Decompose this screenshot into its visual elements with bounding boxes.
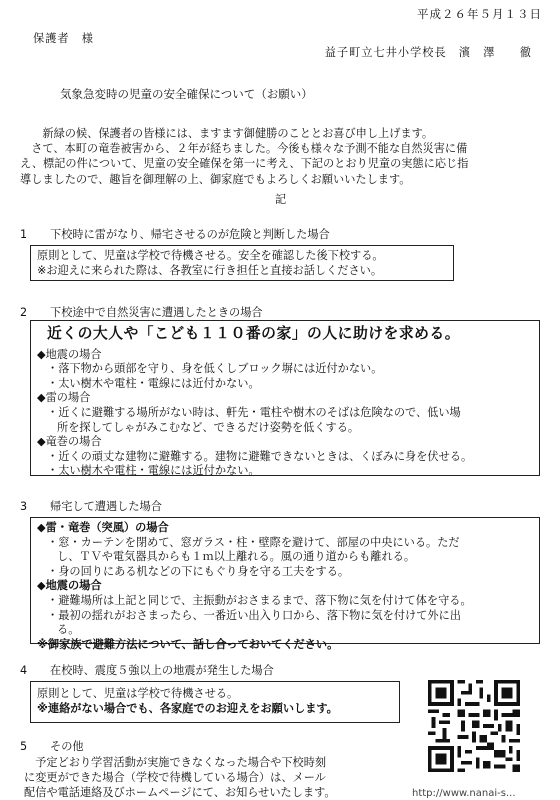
box-line: ・近くの頑丈な建物に避難する。建物に避難できないときは、くぼみに身を伏せる。	[47, 449, 473, 463]
section-title: その他	[50, 740, 84, 753]
body-line: 予定どおり学習活動が実施できなくなった場合や下校時刻	[35, 756, 327, 769]
box-line: ・避難場所は上記と同じで、主振動がおさまるまで、落下物に気を付けて体を守る。	[47, 593, 472, 607]
body-line: 配信や電話連絡及びホームページにて、お知らせいたします。	[24, 786, 336, 799]
intro-line: さて、本町の竜巻被害から、２年が経ちました。今後も様々な予測不能な自然災害に備	[31, 142, 468, 156]
section-number: 2	[20, 306, 28, 319]
section-3-box	[30, 517, 540, 651]
box-line: ◆竜巻の場合	[37, 435, 102, 449]
box-line: ・近くに避難する場所がない時は、軒先・電柱や樹木のそばは危険なので、低い場	[47, 405, 461, 419]
intro-line: え、標記の件について、児童の安全確保を第一に考え、下記のとおり児童の実態に応じ指	[20, 157, 469, 171]
section-1-heading	[20, 226, 330, 242]
section-2-heading	[20, 304, 263, 320]
section-3-heading	[20, 498, 162, 514]
section-number: 1	[20, 228, 28, 241]
section-2-lead: 近くの大人や「こども１１０番の家」の人に助けを求める。	[47, 325, 461, 342]
box-line: ◆雷・竜巻（突風）の場合	[37, 521, 169, 534]
section-4-heading	[20, 662, 274, 678]
box-line: 原則として、児童は学校で待機させる。安全を確認した後下校する。	[37, 249, 384, 262]
box-line: ・太い樹木や電柱・電線には近付かない。	[47, 376, 260, 390]
document-title: 気象急変時の児童の安全確保について（お願い）	[60, 87, 313, 101]
box-line: ※お迎えに来られた際は、各教室に行き担任と直接お話しください。	[37, 263, 383, 277]
box-line: ※御家族で避難方法について、話し合っておいてください。	[37, 637, 339, 651]
footer-url[interactable]: http://www.nanai-s...	[412, 788, 516, 799]
section-title: 在校時、震度５強以上の地震が発生した場合	[50, 664, 274, 677]
recipient: 保護者 様	[33, 32, 94, 45]
qr-code-icon[interactable]	[428, 680, 520, 772]
box-line: ・太い樹木や電柱・電線には近付かない。	[47, 464, 260, 478]
box-line: ◆地震の場合	[37, 347, 102, 361]
intro-paragraph	[20, 126, 552, 187]
box-line: ・身の回りにある机などの下にもぐり身を守る工夫をする。	[47, 564, 350, 578]
sender: 益子町立七井小学校長 濱 澤 徹	[324, 46, 532, 59]
box-line: ・落下物から頭部を守り、身を低くしブロック塀には近付かない。	[47, 362, 383, 376]
section-2-box	[30, 320, 540, 476]
box-line: る。	[57, 623, 80, 637]
box-line: ・窓・カーテンを閉めて、窓ガラス・柱・壁際を避けて、部屋の中央にいる。ただ	[47, 535, 460, 549]
section-1-box	[30, 245, 454, 281]
box-line: 所を探してしゃがみこむなど、できるだけ姿勢を低くする。	[57, 420, 360, 434]
ki-heading: 記	[275, 193, 287, 206]
section-5-body	[24, 755, 404, 800]
box-line: し、ＴＶや電気器具からも１ｍ以上離れる。風の通り道からも離れる。	[57, 550, 416, 564]
section-title: 下校途中で自然災害に遭遇したときの場合	[50, 306, 263, 319]
box-line: ・最初の揺れがおさまったら、一番近い出入り口から、落下物に気を付けて外に出	[47, 608, 461, 622]
body-line: に変更ができた場合（学校で待機している場合）は、メール	[24, 771, 326, 784]
intro-line: 導しましたので、趣旨を御理解の上、御家庭でもよろしくお願いいたします。	[20, 172, 411, 186]
intro-line: 新緑の候、保護者の皆様には、ますます御健勝のこととお喜び申し上げます。	[42, 127, 434, 140]
section-number: 4	[20, 664, 28, 677]
box-line: ◆地震の場合	[37, 579, 102, 593]
document-date: 平成２６年５月１３日	[417, 7, 542, 21]
section-title: 下校時に雷がなり、帰宅させるのが危険と判断した場合	[50, 228, 330, 241]
section-5-heading	[20, 738, 84, 754]
box-line: ◆雷の場合	[37, 391, 91, 405]
section-title: 帰宅して遭遇した場合	[50, 500, 162, 513]
section-number: 5	[20, 740, 28, 753]
box-line: 原則として、児童は学校で待機させる。	[37, 687, 239, 700]
section-4-box	[30, 681, 400, 723]
section-number: 3	[20, 500, 28, 513]
box-line: ※連絡がない場合でも、各家庭でのお迎えをお願いします。	[37, 701, 338, 715]
